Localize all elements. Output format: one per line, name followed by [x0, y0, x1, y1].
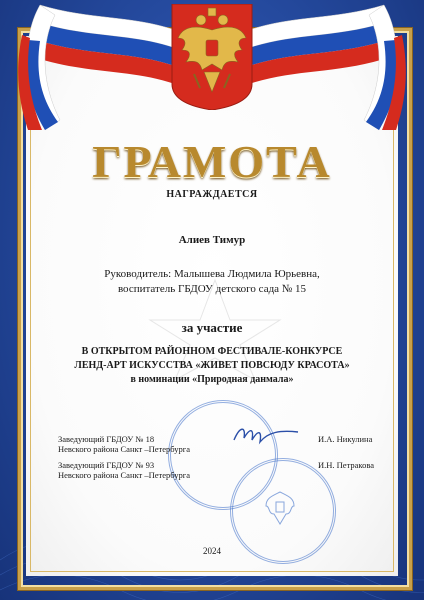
- supervisor-line-2: воспитатель ГБДОУ детского сада № 15: [117, 283, 307, 295]
- signer-1-position-line-1: Заведующий ГБДОУ № 18: [58, 434, 155, 444]
- event-line-3: в номинации «Природная данмала»: [130, 374, 294, 385]
- for-participation-label: за участие: [181, 320, 243, 335]
- handwritten-signature: [228, 420, 308, 450]
- event-line-2: ЛЕНД-АРТ ИСКУССТВА «ЖИВЕТ ПОВСЮДУ КРАСОТА»: [74, 360, 350, 371]
- certificate-year: 2024: [203, 546, 221, 556]
- event-line-1: В ОТКРЫТОМ РАЙОННОМ ФЕСТИВАЛЕ-КОНКУРСЕ: [81, 346, 343, 357]
- signer-1-name: И.А. Никулина: [318, 434, 373, 444]
- supervisor-line-1: Руководитель: Малышева Людмила Юрьевна,: [104, 268, 320, 280]
- awarded-label: НАГРАЖДАЕТСЯ: [166, 189, 258, 200]
- signer-2-position-line-1: Заведующий ГБДОУ № 93: [58, 460, 155, 470]
- left-flag-ribbon: [18, 5, 175, 130]
- signer-2-position-line-2: Невского района Санкт –Петербурга: [58, 470, 191, 480]
- right-flag-ribbon: [249, 5, 406, 130]
- signer-2-name: И.Н. Петракова: [318, 460, 375, 470]
- signer-1-position-line-2: Невского района Санкт –Петербурга: [58, 444, 191, 454]
- stamp-emblem: [262, 488, 298, 528]
- certificate-title: ГРАМОТА: [92, 136, 332, 187]
- coat-of-arms-emblem: [170, 4, 254, 110]
- recipient-name: Алиев Тимур: [178, 234, 246, 246]
